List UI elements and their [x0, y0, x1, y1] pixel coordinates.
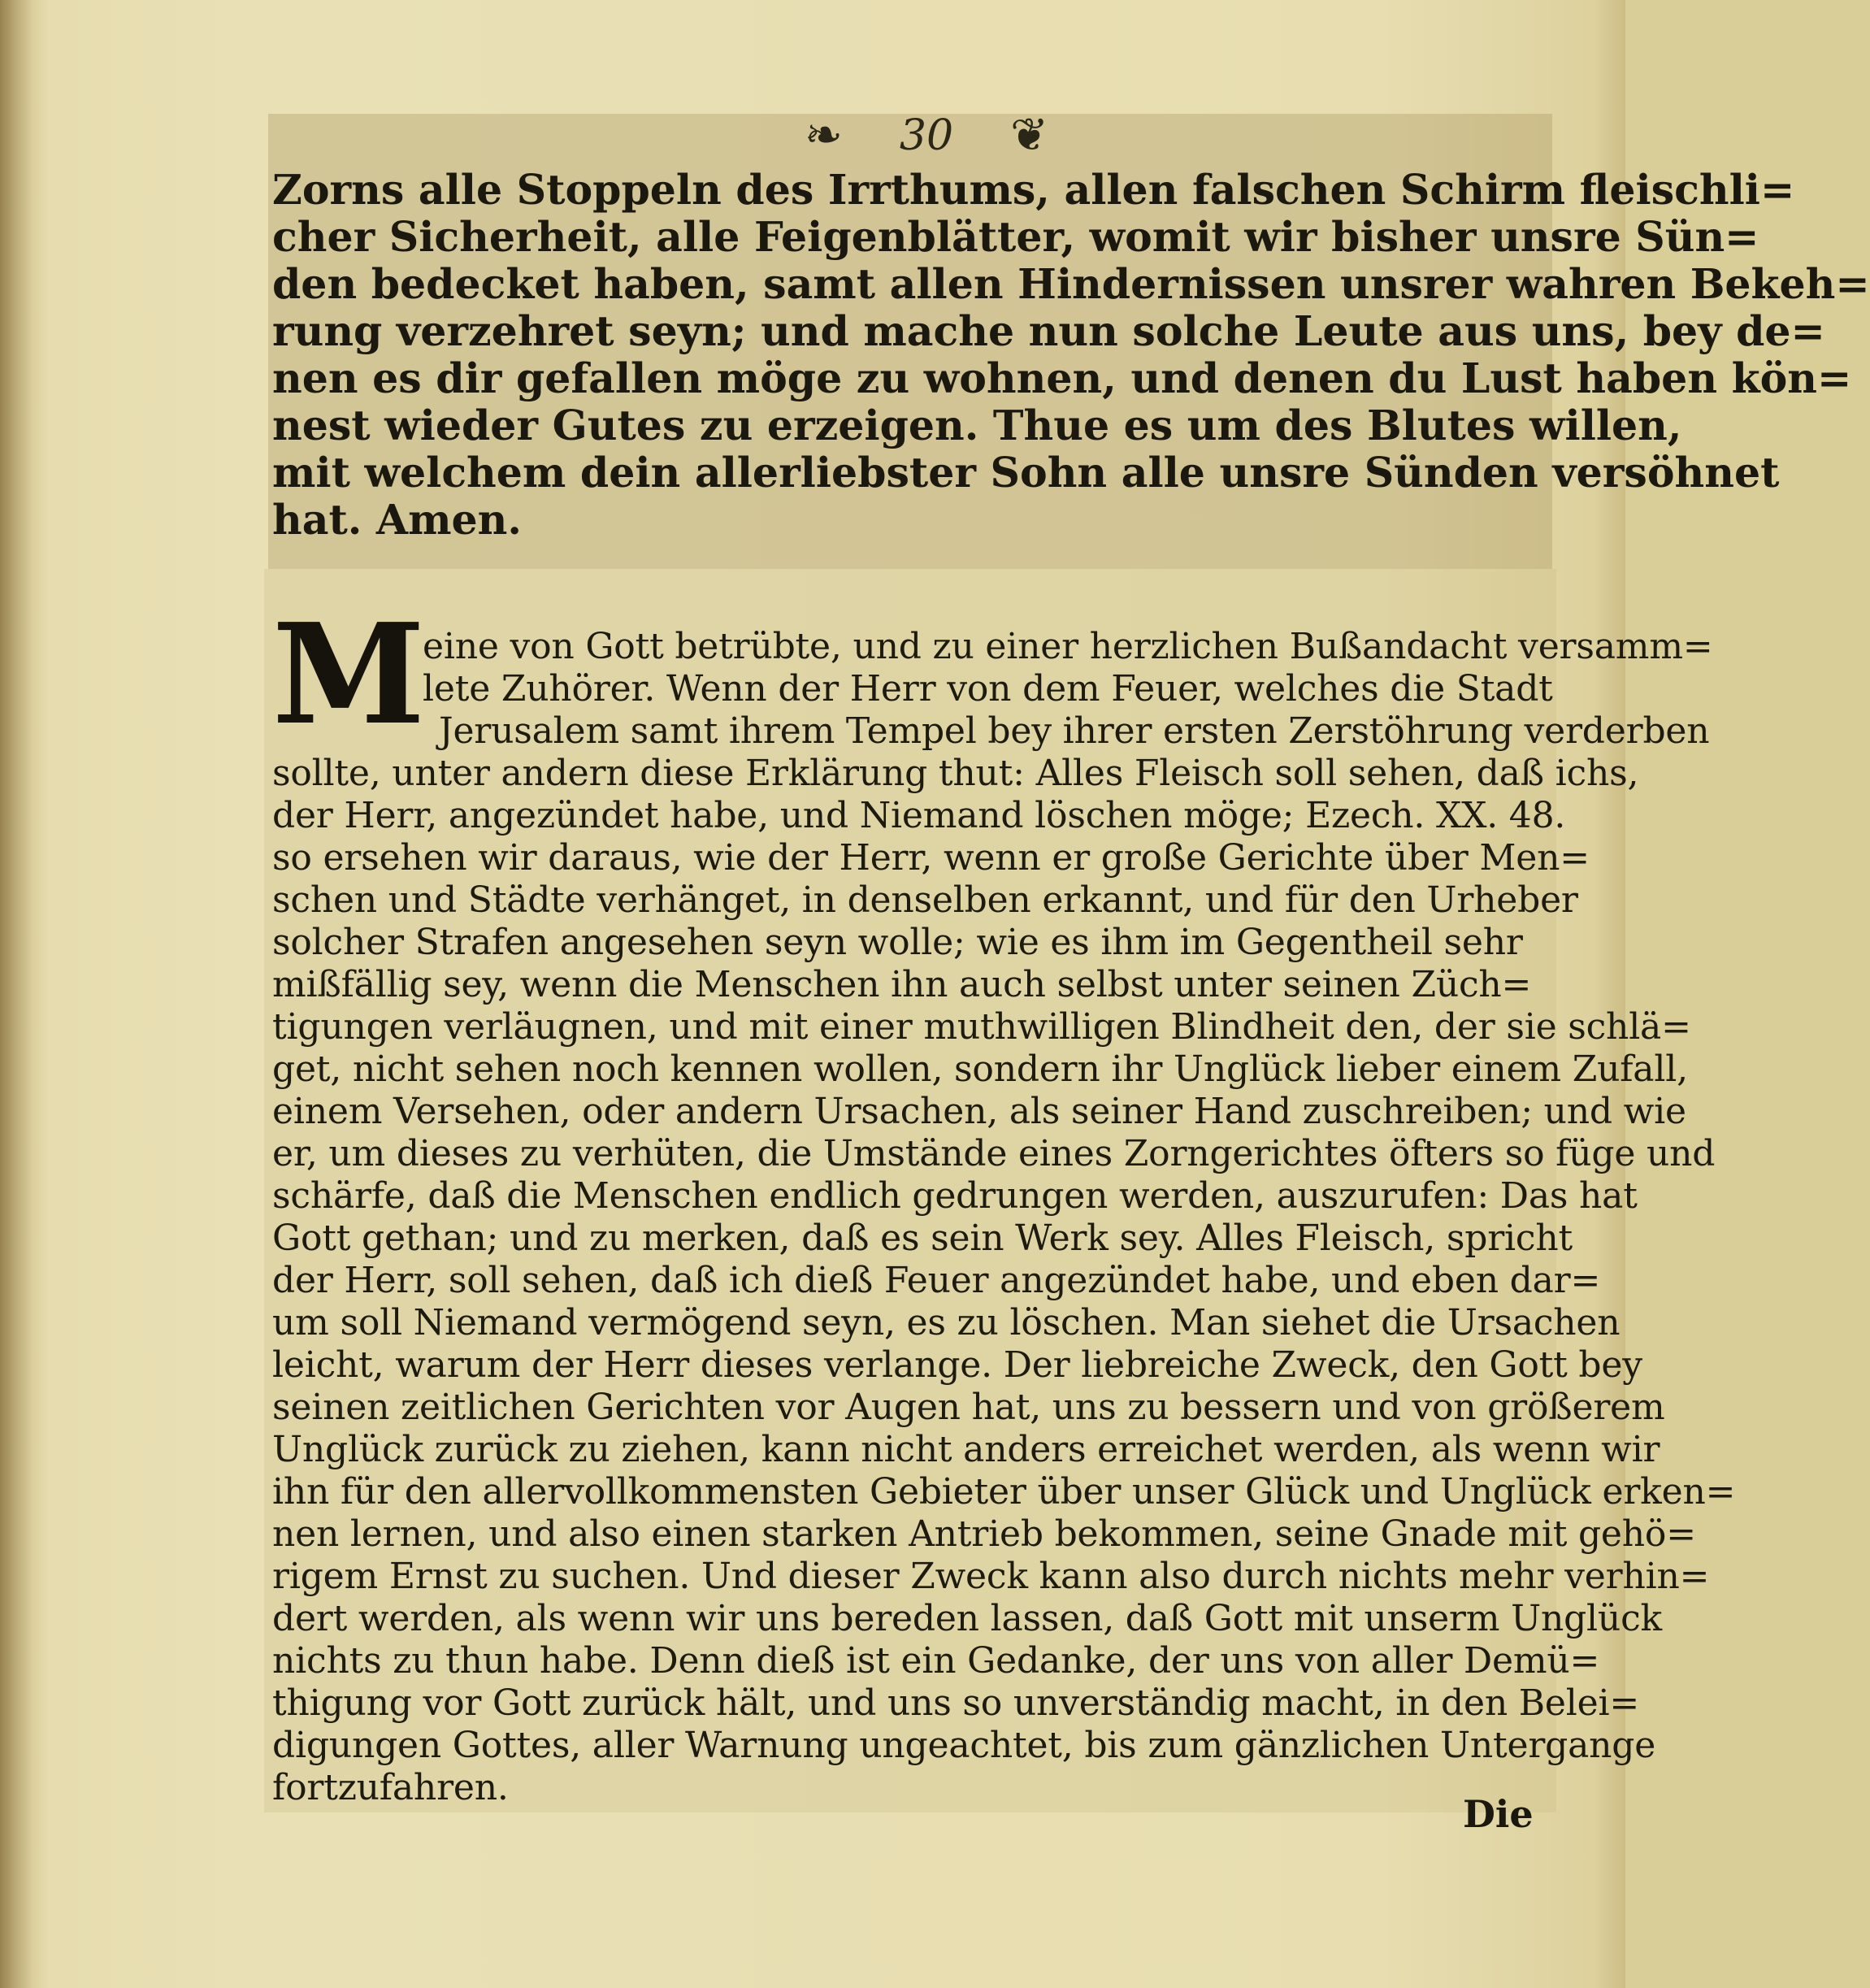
sermon-line: der Herr, soll sehen, daß ich dieß Feuer angezündet habe, und eben dar=: [272, 1260, 1601, 1301]
prayer-line: rung verzehret seyn; und mache nun solche Leute aus uns, bey de=: [272, 307, 1825, 355]
sermon-line: seinen zeitlichen Gerichten vor Augen hat, uns zu bessern und von größerem: [272, 1387, 1665, 1428]
sermon-line: digungen Gottes, aller Warnung ungeachtet, bis zum gänzlichen Untergange: [272, 1725, 1656, 1766]
sermon-line: leicht, warum der Herr dieses verlange. Der liebreiche Zweck, den Gott bey: [272, 1344, 1642, 1386]
page-number: 30: [899, 111, 954, 160]
sermon-line: der Herr, angezündet habe, und Niemand löschen möge; Ezech. XX. 48.: [272, 795, 1566, 836]
sermon-line: rigem Ernst zu suchen. Und dieser Zweck kann also durch nichts mehr verhin=: [272, 1556, 1710, 1597]
sermon-line: solcher Strafen angesehen seyn wolle; wie es ihm im Gegentheil sehr: [272, 922, 1523, 963]
catchword: Die: [1463, 1792, 1534, 1836]
prayer-line: den bedecket haben, samt allen Hindernissen unsrer wahren Bekeh=: [272, 260, 1870, 308]
drop-cap-initial: M: [272, 593, 426, 756]
sermon-line: get, nicht sehen noch kennen wollen, sondern ihr Unglück lieber einem Zufall,: [272, 1048, 1688, 1090]
prayer-line: Zorns alle Stoppeln des Irrthums, allen falschen Schirm fleischli=: [272, 166, 1795, 214]
sermon-line: eine von Gott betrübte, und zu einer herzlichen Bußandacht versamm=: [423, 626, 1713, 667]
left-ornament-icon: ❧: [804, 109, 843, 162]
gutter-shadow: [0, 0, 33, 1988]
sermon-line: ihn für den allervollkommensten Gebieter über unser Glück und Unglück erken=: [272, 1471, 1736, 1513]
sermon-line: mißfällig sey, wenn die Menschen ihn auch selbst unter seinen Züch=: [272, 964, 1532, 1005]
right-ornament-icon: ❦: [1010, 109, 1048, 162]
sermon-line: lete Zuhörer. Wenn der Herr von dem Feuer, welches die Stadt: [423, 668, 1553, 710]
sermon-line: einem Versehen, oder andern Ursachen, als seiner Hand zuschreiben; und wie: [272, 1091, 1686, 1132]
sermon-line: thigung vor Gott zurück hält, und uns so unverständig macht, in den Belei=: [272, 1682, 1640, 1724]
prayer-paragraph: [272, 166, 1870, 544]
page-header: [731, 107, 1122, 164]
sermon-line: sollte, unter andern diese Erklärung thut: Alles Fleisch soll sehen, daß ichs,: [272, 753, 1639, 794]
sermon-line: er, um dieses zu verhüten, die Umstände eines Zorngerichtes öfters so füge und: [272, 1133, 1716, 1174]
sermon-line: schen und Städte verhänget, in denselben erkannt, und für den Urheber: [272, 879, 1578, 921]
sermon-line: dert werden, als wenn wir uns bereden lassen, daß Gott mit unserm Unglück: [272, 1598, 1662, 1639]
sermon-line: nen lernen, und also einen starken Antrieb bekommen, seine Gnade mit gehö=: [272, 1513, 1696, 1555]
sermon-line: Gott gethan; und zu merken, daß es sein Werk sey. Alles Fleisch, spricht: [272, 1218, 1573, 1259]
prayer-line: hat. Amen.: [272, 496, 522, 544]
sermon-line: Jerusalem samt ihrem Tempel bey ihrer ersten Zerstöhrung verderben: [439, 710, 1710, 752]
sermon-line: fortzufahren.: [272, 1767, 509, 1808]
sermon-line: so ersehen wir daraus, wie der Herr, wenn er große Gerichte über Men=: [272, 837, 1590, 879]
sermon-line: um soll Niemand vermögend seyn, es zu löschen. Man siehet die Ursachen: [272, 1302, 1621, 1343]
prayer-line: mit welchem dein allerliebster Sohn alle unsre Sünden versöhnet: [272, 449, 1780, 497]
sermon-line: Unglück zurück zu ziehen, kann nicht anders erreichet werden, als wenn wir: [272, 1429, 1660, 1470]
sermon-line: nichts zu thun habe. Denn dieß ist ein Gedanke, der uns von aller Demü=: [272, 1640, 1600, 1682]
prayer-line: cher Sicherheit, alle Feigenblätter, womit wir bisher unsre Sün=: [272, 213, 1759, 261]
sermon-line: tigungen verläugnen, und mit einer muthwilligen Blindheit den, der sie schlä=: [272, 1006, 1691, 1048]
sermon-line: schärfe, daß die Menschen endlich gedrungen werden, auszurufen: Das hat: [272, 1175, 1638, 1217]
prayer-line: nen es dir gefallen möge zu wohnen, und denen du Lust haben kön=: [272, 354, 1852, 402]
prayer-line: nest wieder Gutes zu erzeigen. Thue es um des Blutes willen,: [272, 402, 1682, 449]
